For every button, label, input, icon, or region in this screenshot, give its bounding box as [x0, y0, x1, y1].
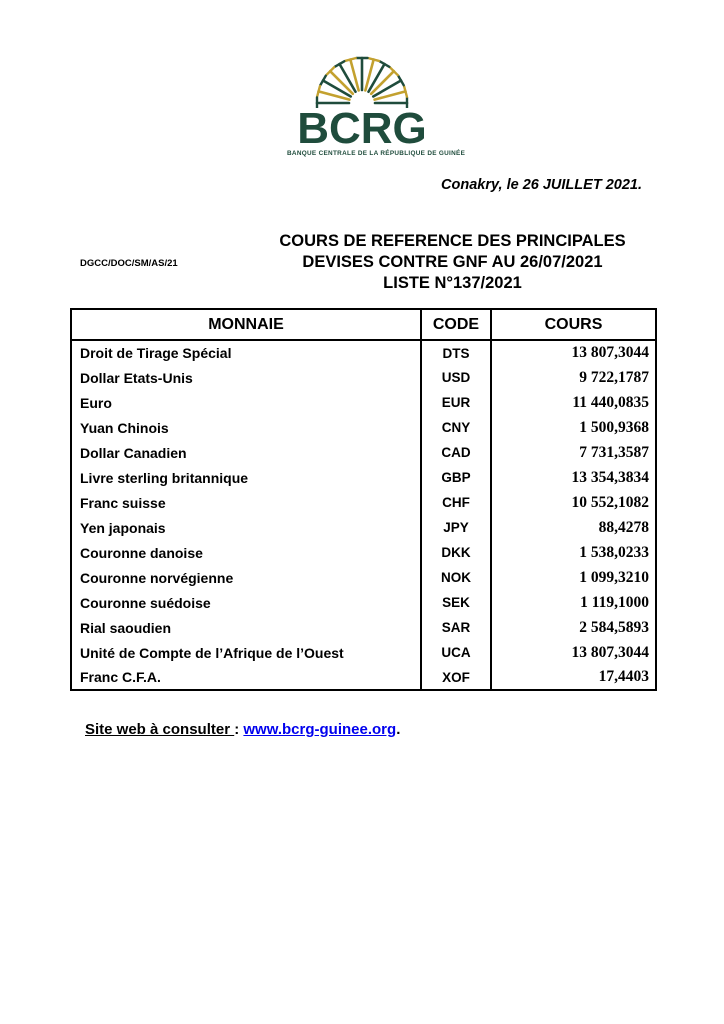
rates-table-body — [71, 340, 656, 690]
currency-rate-cell: 9 722,1787 — [579, 368, 649, 386]
currency-code-cell: CAD — [421, 440, 491, 465]
currency-name-cell: Couronne danoise — [71, 540, 421, 565]
currency-name-cell: Droit de Tirage Spécial — [71, 340, 421, 365]
table-row — [71, 515, 656, 540]
website-note — [85, 721, 400, 738]
bcrg-logo — [287, 44, 466, 158]
currency-name-cell: Yuan Chinois — [71, 415, 421, 440]
currency-code-cell: NOK — [421, 565, 491, 590]
currency-name-cell: Livre sterling britannique — [71, 465, 421, 490]
table-row — [71, 365, 656, 390]
currency-rate-cell: 13 354,3834 — [571, 468, 649, 486]
currency-name-cell: Franc C.F.A. — [71, 665, 421, 690]
table-row — [71, 340, 656, 365]
currency-rate-cell: 1 119,1000 — [580, 593, 649, 611]
table-header-row — [71, 309, 656, 340]
table-row — [71, 440, 656, 465]
bcrg-logo-tagline: BANQUE CENTRALE DE LA RÉPUBLIQUE DE GUINÉE — [287, 150, 466, 158]
currency-code-cell: XOF — [421, 665, 491, 690]
currency-name-cell: Franc suisse — [71, 490, 421, 515]
currency-code-cell: USD — [421, 365, 491, 390]
table-row — [71, 615, 656, 640]
table-row — [71, 565, 656, 590]
currency-name-cell: Rial saoudien — [71, 615, 421, 640]
bcrg-logo-acronym: BCRG — [297, 104, 427, 153]
currency-code-cell: DKK — [421, 540, 491, 565]
currency-code-cell: DTS — [421, 340, 491, 365]
column-header-code: CODE — [421, 309, 491, 340]
website-label: Site web à consulter — [85, 721, 235, 738]
currency-code-cell: JPY — [421, 515, 491, 540]
exchange-rates-table — [70, 308, 657, 691]
currency-name-cell: Yen japonais — [71, 515, 421, 540]
currency-code-cell: SAR — [421, 615, 491, 640]
website-link[interactable]: www.bcrg-guinee.org — [243, 721, 397, 738]
currency-name-cell: Couronne norvégienne — [71, 565, 421, 590]
table-row — [71, 490, 656, 515]
table-row — [71, 415, 656, 440]
currency-code-cell: UCA — [421, 640, 491, 665]
currency-code-cell: GBP — [421, 465, 491, 490]
currency-name-cell: Dollar Etats-Unis — [71, 365, 421, 390]
currency-rate-cell: 1 538,0233 — [579, 543, 649, 561]
currency-rate-cell: 10 552,1082 — [571, 493, 649, 511]
currency-name-cell: Dollar Canadien — [71, 440, 421, 465]
currency-rate-cell: 13 807,3044 — [571, 643, 649, 661]
website-separator: : — [234, 721, 244, 738]
currency-rate-cell: 13 807,3044 — [571, 344, 649, 361]
title-line-2: DEVISES CONTRE GNF AU 26/07/2021 — [302, 253, 603, 271]
currency-rate-cell: 11 440,0835 — [572, 393, 649, 411]
table-row — [71, 540, 656, 565]
currency-name-cell: Euro — [71, 390, 421, 415]
title-line-1: COURS DE REFERENCE DES PRINCIPALES — [279, 232, 626, 250]
table-row — [71, 465, 656, 490]
column-header-cours: COURS — [491, 309, 656, 340]
currency-code-cell: CHF — [421, 490, 491, 515]
table-row — [71, 665, 656, 690]
bcrg-logo-rays-icon — [301, 44, 423, 108]
currency-name-cell: Unité de Compte de l’Afrique de l’Ouest — [71, 640, 421, 665]
table-row — [71, 390, 656, 415]
document-title — [210, 231, 695, 294]
title-line-3: LISTE N°137/2021 — [383, 274, 522, 292]
currency-rate-cell: 1 500,9368 — [579, 418, 649, 436]
column-header-monnaie: MONNAIE — [71, 309, 421, 340]
currency-name-cell: Couronne suédoise — [71, 590, 421, 615]
currency-rate-cell: 1 099,3210 — [579, 568, 649, 586]
document-reference: DGCC/DOC/SM/AS/21 — [80, 258, 178, 269]
currency-rate-cell: 2 584,5893 — [579, 618, 649, 636]
currency-rate-cell: 88,4278 — [598, 518, 649, 536]
website-period: . — [396, 721, 401, 738]
dateline: Conakry, le 26 JUILLET 2021. — [441, 177, 642, 193]
table-row — [71, 640, 656, 665]
table-row — [71, 590, 656, 615]
currency-rate-cell: 7 731,3587 — [579, 443, 649, 461]
currency-code-cell: EUR — [421, 390, 491, 415]
currency-code-cell: SEK — [421, 590, 491, 615]
currency-code-cell: CNY — [421, 415, 491, 440]
currency-rate-cell: 17,4403 — [598, 668, 649, 685]
